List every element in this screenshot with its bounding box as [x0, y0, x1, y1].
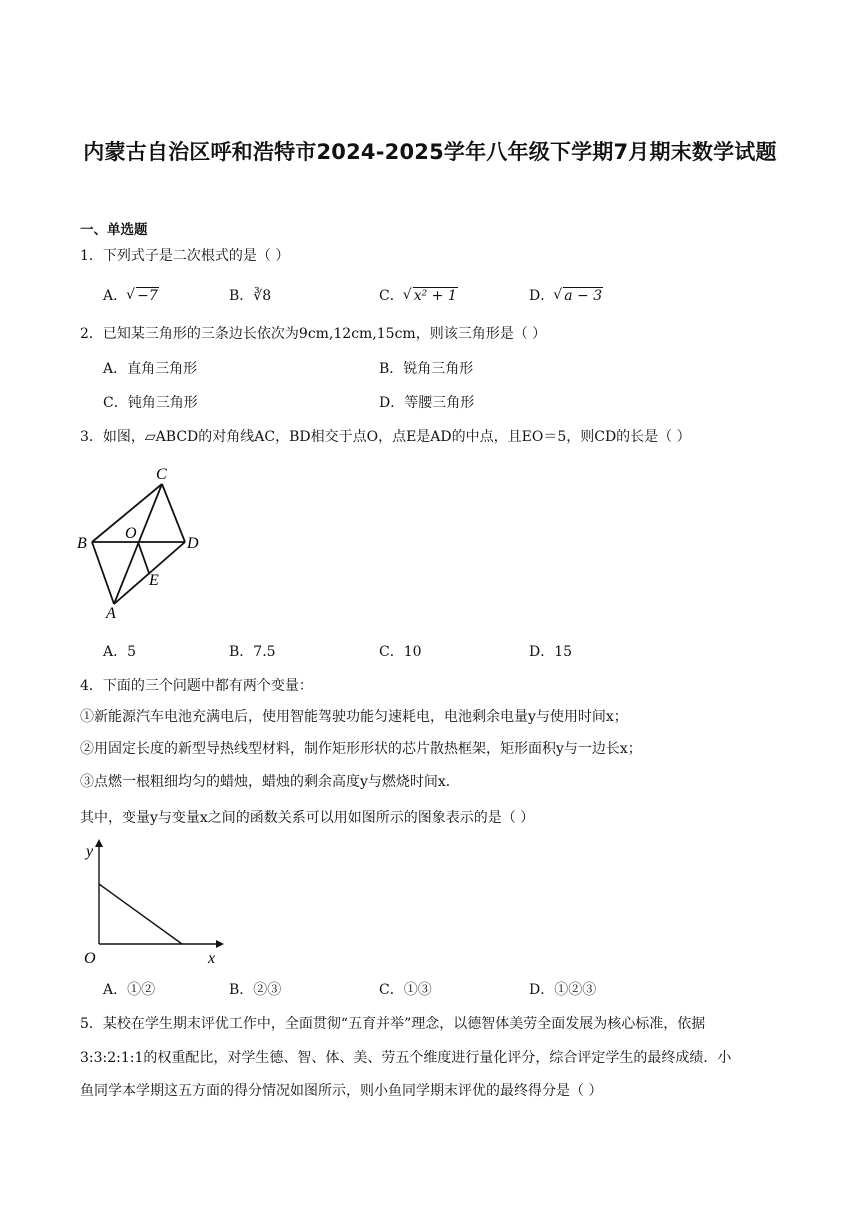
- origin-label: O: [84, 950, 96, 967]
- q4-option-a: A．①②: [103, 982, 156, 998]
- q4-option-d: D．①②③: [529, 982, 597, 998]
- section-heading: 一、单选题: [80, 222, 148, 238]
- q2-option-b: B．锐角三角形: [379, 361, 474, 377]
- sqrt-expression: √ −7: [127, 287, 159, 305]
- q4-option-c: C．①③: [379, 982, 432, 998]
- page-title: 内蒙古自治区呼和浩特市2024-2025学年八年级下学期7月期末数学试题: [83, 140, 777, 164]
- vertex-label-c: C: [156, 466, 167, 483]
- question-4-item-3: ③点燃一根粗细均匀的蜡烛，蜡烛的剩余高度y与燃烧时间x．: [80, 774, 460, 790]
- question-2-stem: 2．已知某三角形的三条边长依次为9cm,12cm,15cm，则该三角形是（ ）: [80, 326, 547, 342]
- x-axis-label: x: [208, 950, 216, 967]
- option-label: B．: [229, 288, 254, 304]
- parallelogram-figure: [72, 458, 212, 623]
- y-axis-label: y: [86, 843, 94, 860]
- question-1-stem: 1．下列式子是二次根式的是（ ）: [80, 248, 290, 264]
- sqrt-expression: √ x² + 1: [404, 287, 458, 305]
- q1-option-b: [229, 287, 271, 305]
- q2-option-a: A．直角三角形: [103, 361, 198, 377]
- option-label: A．: [103, 288, 128, 304]
- vertex-label-o: O: [125, 525, 137, 542]
- option-label: C．: [379, 288, 404, 304]
- vertex-label-d: D: [187, 535, 199, 552]
- q3-option-a: A．5: [103, 644, 137, 660]
- vertex-label-a: A: [106, 605, 116, 622]
- question-4-ask: 其中，变量y与变量x之间的函数关系可以用如图所示的图象表示的是（ ）: [80, 810, 535, 826]
- q2-option-d: D．等腰三角形: [379, 395, 475, 411]
- question-5-line-2: 3:3:2:1:1的权重配比，对学生德、智、体、美、劳五个维度进行量化评分，综合评定学生的最终成绩．小: [80, 1050, 732, 1066]
- question-4-item-2: ②用固定长度的新型导热线型材料，制作矩形形状的芯片散热框架，矩形面积y与一边长x；: [80, 741, 642, 757]
- q2-option-c: C．钝角三角形: [103, 395, 198, 411]
- question-4-stem: 4．下面的三个问题中都有两个变量：: [80, 678, 313, 694]
- q3-option-b: B．7.5: [229, 644, 276, 660]
- q1-option-d: [529, 287, 603, 305]
- q3-option-d: D．15: [529, 644, 573, 660]
- q1-option-a: [103, 287, 159, 305]
- question-3-stem: 3．如图，▱ABCD的对角线AC，BD相交于点O，点E是AD的中点，且EO＝5，则CD的长是（ ）: [80, 429, 691, 445]
- q4-option-b: B．②③: [229, 982, 282, 998]
- linear-graph-figure: [78, 838, 228, 970]
- question-5-line-3: 鱼同学本学期这五方面的得分情况如图所示，则小鱼同学期末评优的最终得分是（ ）: [80, 1083, 603, 1099]
- option-label: D．: [529, 288, 555, 304]
- q3-option-c: C．10: [379, 644, 422, 660]
- vertex-label-e: E: [149, 572, 159, 589]
- question-4-item-1: ①新能源汽车电池充满电后，使用智能驾驶功能匀速耗电，电池剩余电量y与使用时间x；: [80, 709, 628, 725]
- vertex-label-b: B: [77, 535, 87, 552]
- q1-option-c: [379, 287, 458, 305]
- question-5-line-1: 5．某校在学生期末评优工作中，全面贯彻“五育并举”理念，以德智体美劳全面发展为核心标准，依据: [80, 1016, 706, 1032]
- cube-root-expression: ∛8: [253, 288, 272, 304]
- sqrt-expression: √ a − 3: [554, 287, 603, 305]
